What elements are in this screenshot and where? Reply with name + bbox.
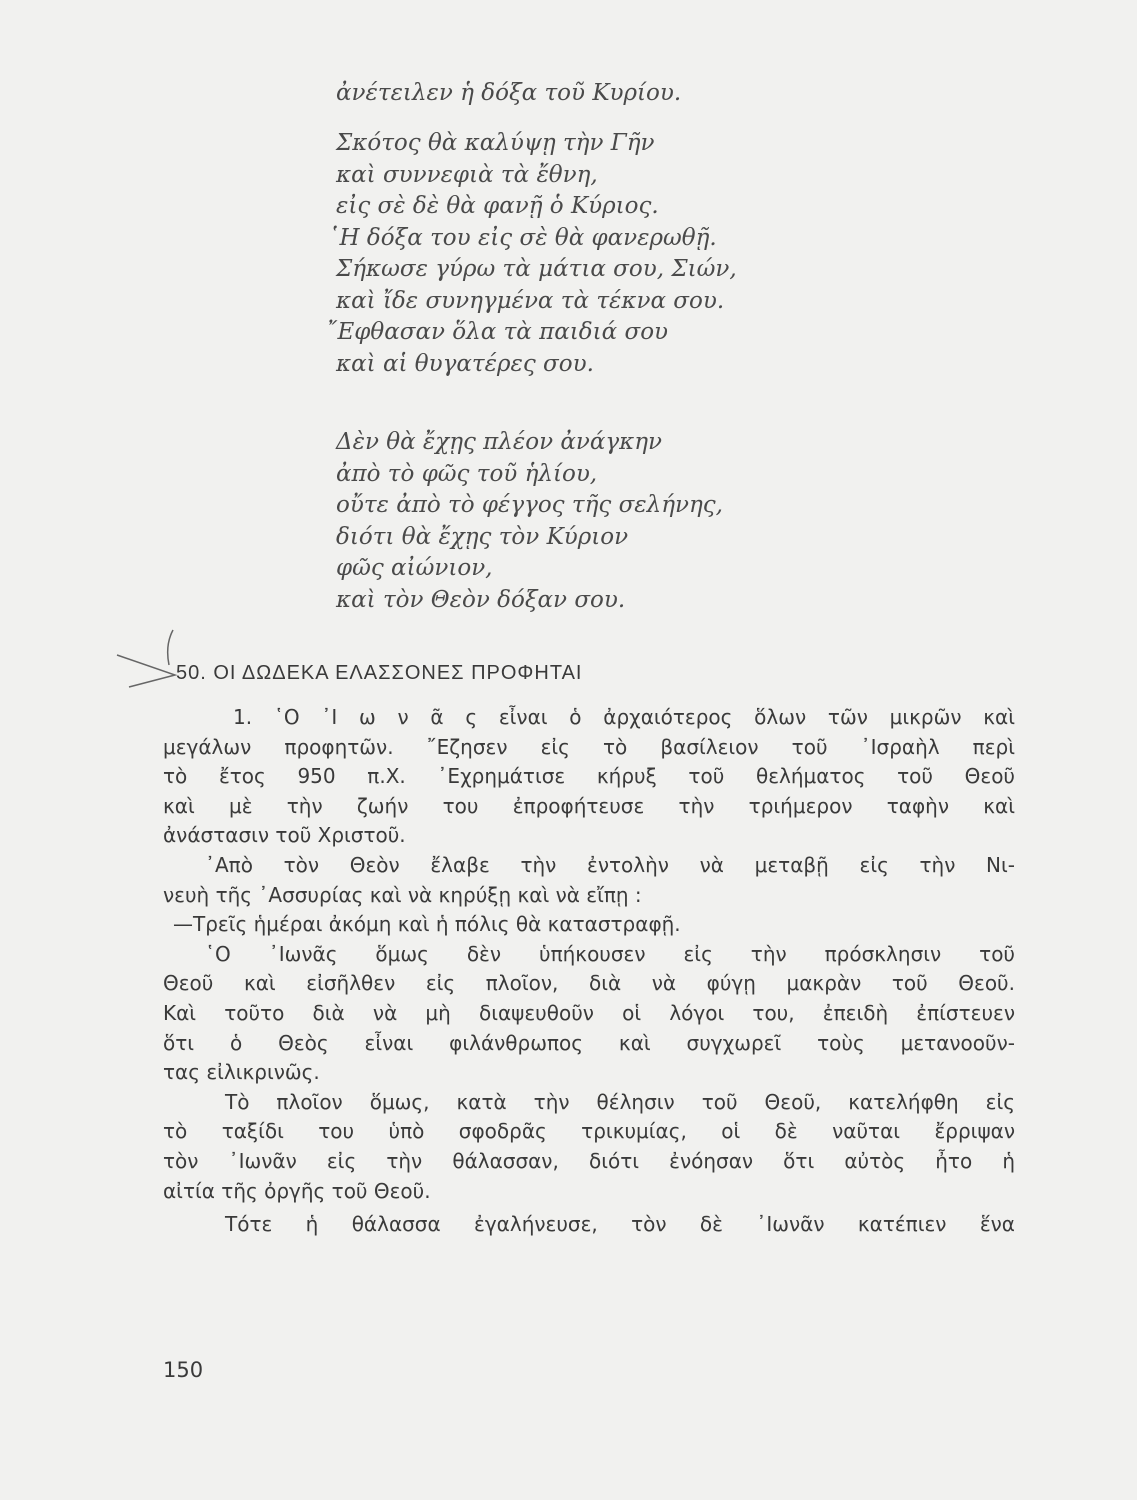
- section-heading: 50. ΟΙ ΔΩΔΕΚΑ ΕΛΑΣΣΟΝΕΣ ΠΡΟΦΗΤΑΙ: [176, 662, 583, 684]
- poem-line: Σκότος θὰ καλύψῃ τὴν Γῆν: [336, 130, 655, 156]
- poem-line: ῎Εφθασαν ὅλα τὰ παιδιά σου: [326, 319, 669, 345]
- poem-line: Δὲν θὰ ἔχῃς πλέον ἀνάγκην: [336, 429, 662, 455]
- paragraph-line: Τότε ἡ θάλασσα ἐγαλήνευσε, τὸν δὲ ᾿Ιωνᾶν κατέπιεν ἕνα: [225, 1212, 1015, 1237]
- poem-line: οὔτε ἀπὸ τὸ φέγγος τῆς σελήνης,: [336, 492, 723, 518]
- poem-line: Σήκωσε γύρω τὰ μάτια σου, Σιών,: [336, 256, 737, 282]
- poem-line: καὶ τὸν Θεὸν δόξαν σου.: [336, 586, 626, 613]
- paragraph-line: Καὶ τοῦτο διὰ νὰ μὴ διαψευθοῦν οἱ λόγοι του, ἐπειδὴ ἐπίστευεν: [163, 1000, 1015, 1025]
- paragraph-line: τας εἰλικρινῶς.: [163, 1060, 320, 1085]
- body-text: [163, 703, 1015, 1240]
- paragraph-line: —Τρεῖς ἡμέραι ἀκόμη καὶ ἡ πόλις θὰ καταστραφῇ.: [173, 912, 681, 937]
- page-number: 150: [163, 1358, 204, 1382]
- paragraph-line: ῾Ο ᾿Ιωνᾶς ὅμως δὲν ὑπήκουσεν εἰς τὴν πρόσκλησιν τοῦ: [205, 941, 1015, 966]
- paragraph-line: ἀνάστασιν τοῦ Χριστοῦ.: [163, 823, 406, 848]
- paragraph-line: μεγάλων προφητῶν. ῎Εζησεν εἰς τὸ βασίλειον τοῦ ᾿Ισραὴλ περὶ: [163, 734, 1015, 759]
- poem-line: διότι θὰ ἔχῃς τὸν Κύριον: [336, 523, 629, 550]
- paragraph-line: ὅτι ὁ Θεὸς εἶναι φιλάνθρωπος καὶ συγχωρεῖ τοὺς μετανοοῦν-: [163, 1030, 1015, 1055]
- paragraph-line: τὸ ταξίδι του ὑπὸ σφοδρᾶς τρικυμίας, οἱ δὲ ναῦται ἔρριψαν: [163, 1119, 1015, 1144]
- paragraph-line: Θεοῦ καὶ εἰσῆλθεν εἰς πλοῖον, διὰ νὰ φύγῃ μακρὰν τοῦ Θεοῦ.: [163, 971, 1015, 996]
- poem-line: ἀπὸ τὸ φῶς τοῦ ἡλίου,: [336, 460, 598, 487]
- poem-stanza-closing: [336, 427, 723, 616]
- paragraph-line: Τὸ πλοῖον ὅμως, κατὰ τὴν θέλησιν τοῦ Θεοῦ, κατελήφθη εἰς: [225, 1089, 1015, 1114]
- poem-line: ῾Η δόξα του εἰς σὲ θὰ φανερωθῇ.: [328, 224, 717, 251]
- poem-line: καὶ ἴδε συνηγμένα τὰ τέκνα σου.: [336, 287, 725, 314]
- paragraph-line: αἰτία τῆς ὀργῆς τοῦ Θεοῦ.: [163, 1178, 431, 1203]
- poem-line: εἰς σὲ δὲ θὰ φανῇ ὁ Κύριος.: [336, 193, 659, 219]
- poem-line: ἀνέτειλεν ἡ δόξα τοῦ Κυρίου.: [336, 80, 682, 106]
- paragraph-line: νευὴ τῆς ᾿Ασσυρίας καὶ νὰ κηρύξῃ καὶ νὰ εἴπῃ :: [163, 882, 642, 907]
- handwritten-pencil-mark: [115, 625, 185, 695]
- poem-line: καὶ συννεφιὰ τὰ ἔθνη,: [336, 161, 598, 188]
- poem-line: φῶς αἰώνιον,: [336, 555, 493, 581]
- paragraph-line: 1. ῾Ο ᾿Ι ω ν ᾶ ς εἶναι ὁ ἀρχαιότερος ὅλων τῶν μικρῶν καὶ: [233, 705, 1015, 729]
- paragraph-line: τὸν ᾿Ιωνᾶν εἰς τὴν θάλασσαν, διότι ἐνόησαν ὅτι αὐτὸς ἦτο ἡ: [163, 1148, 1015, 1173]
- paragraph-line: καὶ μὲ τὴν ζωήν του ἐπροφήτευσε τὴν τριήμερον ταφὴν καὶ: [163, 793, 1015, 818]
- paragraph-line: ᾿Απὸ τὸν Θεὸν ἔλαβε τὴν ἐντολὴν νὰ μεταβῇ εἰς τὴν Νι-: [205, 852, 1015, 877]
- poem-stanza: [326, 128, 737, 380]
- poem-line: καὶ αἱ θυγατέρες σου.: [336, 350, 594, 377]
- paragraph-line: τὸ ἔτος 950 π.Χ. ᾿Εχρημάτισε κήρυξ τοῦ θελήματος τοῦ Θεοῦ: [163, 764, 1015, 789]
- poem-stanza-opening: [336, 78, 681, 110]
